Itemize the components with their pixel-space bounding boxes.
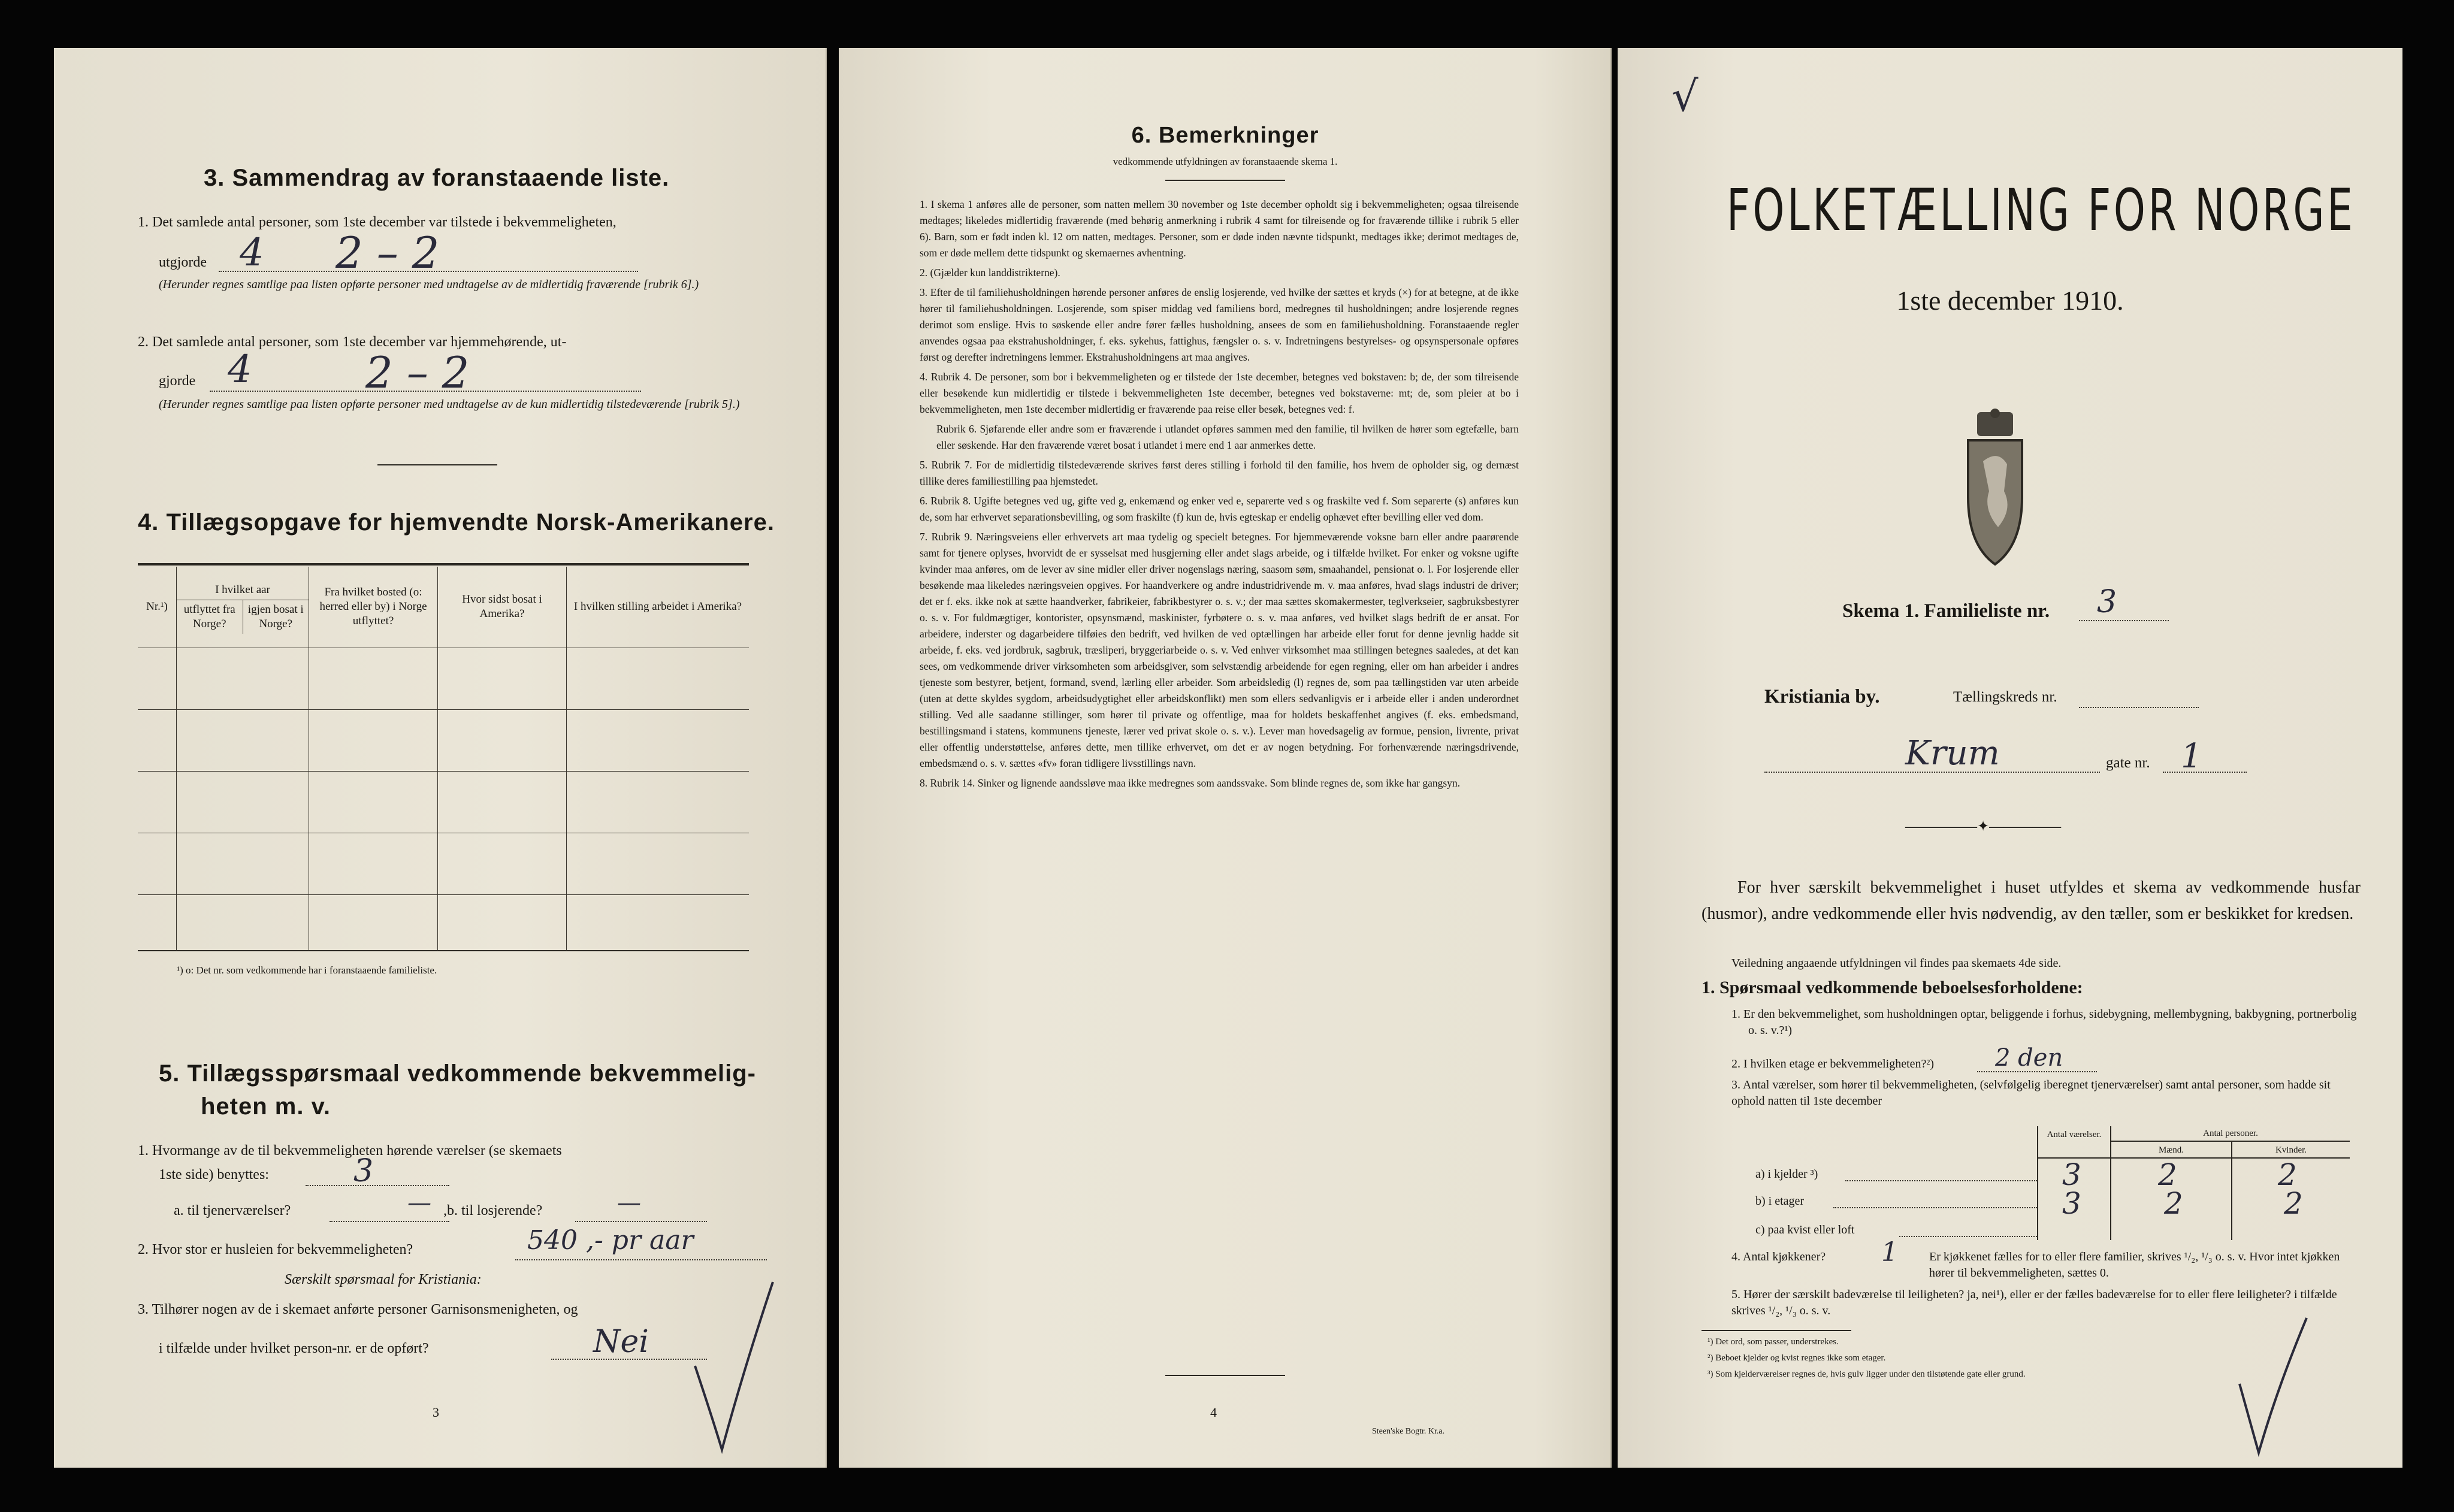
printer-mark: Steen'ske Bogtr. Kr.a. [1372,1427,1445,1436]
skema-handwritten: 3 [2097,584,2117,620]
remark-6: 6. Rubrik 8. Ugifte betegnes ved ug, gifte ved g, enkemænd og enker ved e, separerte ved s og fraskilte ved f. Som separerte (s) anføres kun de, som har erhvervet separationsbevilling, og som fraskilte (f) kun de, hvis egteskap er endelig ophævet efter bevilling eller ved dom. [920,495,1519,523]
header-last-place: Hvor sidst bosat i Amerika? [438,567,567,648]
s5-q1a: a. til tjenerværelser? [174,1203,291,1218]
skema-label: Skema 1. Familieliste nr. [1842,600,2050,622]
q1-label: utgjorde [159,255,207,270]
section-4-title: 4. Tillægsopgave for hjemvendte Norsk-Amerikanere. [138,509,775,536]
krets-label: Tællingskreds nr. [1953,689,2057,705]
remarks-subtitle: vedkommende utfyldningen av foranstaaende skema 1. [1113,156,1338,167]
hw-rooms-b: 3 [2062,1186,2081,1221]
s5-q3-handwritten: Nei [593,1324,649,1360]
q5-bath: 5. Hører der særskilt badeværelse til leiligheten? ja, nei¹), eller er der fælles badeværelse for to eller flere leiligheter? i tilfælde skrives ¹/₂, ¹/₃ o. s. v. [1731,1288,2337,1317]
form-title: FOLKETÆLLING FOR NORGE [1727,177,2356,244]
header-returned: igjen bosat i Norge? [247,603,304,630]
footnote-2: ²) Beboet kjelder og kvist regnes ikke som etager. [1707,1353,1886,1363]
s5-q1a-handwritten: — [407,1189,431,1217]
section-3-title: 3. Sammendrag av foranstaaende liste. [204,165,670,191]
gate-label: gate nr. [2106,755,2150,771]
norsk-amerikanere-table [138,567,749,950]
check-mark: √ [1672,72,1699,121]
form-date: 1ste december 1910. [1896,285,2124,316]
q1-note: (Herunder regnes samtlige paa listen opførte personer med undtagelse av de midlertidig fraværende [rubrik 6].) [159,278,699,291]
s5-q2-handwritten: 540 ,- pr aar [527,1225,694,1256]
street-handwritten: Krum [1905,734,2000,773]
ornament-divider: —————✦————— [1905,819,2062,834]
remark-7: 7. Rubrik 9. Næringsveiens eller erhvervets art maa tydelig og specielt betegnes. For hjemmeværende voksne barn eller andre paarørende samt for tjenere oplyses, hvorvidt de er sysselsat med husgjerning eller andet slags arbeide, og i tilfælde hvilket. For enker og voksne ugifte kvinder maa anføres, om de lever av sine midler eller driver nogenslags næring, saasom søm, smaahandel, pensionat o. l. For losjerende eller besøkende maa likeledes næringsveien opgives. For haandverkere og andre industridrivende m. v. maa anføres, hvad slags industri de driver; det er f. eks. ikke nok at sætte haandverker, fabrikeier, fabrikbestyrer o. s. v.; der maa sættes skomakermester, teglverkseier, sagbruksbestyrer o. s. v. For fuldmægtiger, kontorister, opsynsmænd, maskinister, fyrbøtere o. s. v. maa anføres, ved hvilket slags bedrift de er ansat. For arbeidere, inderster og dagarbeidere tilføies den bedrift, ved hvilken de ved optællingen har arbeide eller forut for denne jevnlig hadde sit arbeide, f. eks. ved jordbruk, sagbruk, træsliperi, bryggeriarbeide o. s. v. Ved enhver virksomhet maa stillingen betegnes saaledes, at det kan sees, om vedkommende driver virksomheten som arbeidsgiver, som selvstændig arbeidende for egen regning, eller om han arbeider i andres tjeneste som bestyrer, betjent, formand, svend, lærling eller arbeider. Som arbeidsledig (l) regnes de, som paa tællingstiden var uten arbeide (uten at dette skyldes sygdom, arbeidsudygtighet eller arbeidskonflikt) men som ellers sedvanligvis er i arbeide eller i anden underordnet stilling. Ved alle saadanne stillinger, som hører til private og offentlige, maa for holdets beskaffenhet angives (f. eks. embedsmand, bestillingsmand i statens, kommunens tjeneste, lærer ved privat skole o. s. v.). Lever man hovedsagelig av formue, pension, livrente, privat eller offentlig understøttelse, anføres dette, men tillike erhvervet, om det er av nogen betydning. For forhenværende næringsdrivende, embedsmænd o. s. v. sættes «fv» foran tidligere livsstillings navn. [920,531,1519,769]
q2-handwritten-split: 2 – 2 [365,347,470,398]
q2-label: gjorde [159,373,196,389]
header-position: I hvilken stilling arbeidet i Amerika? [567,567,750,648]
city-line: Kristiania by. [1764,686,1880,707]
s5-q3: 3. Tilhører nogen av de i skemaet anførte personer Garnisonsmenigheten, og [138,1302,578,1317]
header-men: Mænd. [2158,1145,2184,1155]
page-3 [54,48,827,1468]
remark-5: 5. Rubrik 7. For de midlertidig tilstedeværende skrives først deres stilling i forhold til den familie, hos hvem de opholder sig, og dernæst tillike deres familiestilling paa hjemstedet. [920,459,1519,487]
q2-text: 2. Det samlede antal personer, som 1ste december var hjemmehørende, ut- [138,334,567,350]
s5-q3b: i tilfælde under hvilket person-nr. er de opført? [159,1341,429,1356]
section-5-title-line1: 5. Tillægsspørsmaal vedkommende bekvemmelig- [159,1060,756,1087]
q4-handwritten: 1 [1881,1237,1898,1268]
hw-women-a: 2 [2278,1157,2297,1192]
header-nr: Nr.¹) [146,600,168,613]
row-a-label: a) i kjelder ³) [1755,1168,1818,1181]
q2-note: (Herunder regnes samtlige paa listen opførte personer med undtagelse av de kun midlertidig tilstedeværende [rubrik 5].) [159,398,740,411]
questions-heading: 1. Spørsmaal vedkommende beboelsesforholdene: [1702,978,2083,997]
row-c-label: c) paa kvist eller loft [1755,1223,1855,1236]
header-persons: Antal personer. [2203,1129,2258,1138]
hw-rooms-a: 3 [2062,1157,2081,1192]
section-5-title-line2: heten m. v. [201,1093,331,1120]
q1-handwritten-total: 4 [240,231,264,275]
header-from-place: Fra hvilket bosted (o: herred eller by) i Norge utflyttet? [309,567,438,648]
remark-4: 4. Rubrik 4. De personer, som bor i bekvemmeligheten og er tilstede der 1ste december, betegnes ved bokstaven: b; de, der som tilreisende eller besøkende kun midlertidig er tilstede i bekvemmeligheten 1ste december, betegnes ved bokstaverne: mt; de, som pleier at bo i bekvemmeligheten, men 1ste december midlertidig er fraværende paa reise eller besøk, betegnes ved: f. [920,371,1519,415]
rooms-persons-table [2037,1126,2350,1240]
header-rooms: Antal værelser. [2047,1130,2102,1139]
remarks-title: 6. Bemerkninger [1131,123,1319,148]
q2-handwritten: 2 den [1995,1044,2063,1072]
footnote-3: ³) Som kjelderværelser regnes de, hvis gulv ligger under den tilstøtende gate eller grund. [1707,1369,2026,1379]
hw-women-b: 2 [2284,1186,2303,1221]
gate-handwritten: 1 [2181,737,2202,776]
page-number-4: 4 [1210,1405,1217,1420]
q1-handwritten-split: 2 – 2 [336,228,440,278]
q4-rest: Er kjøkkenet fælles for to eller flere familier, skrives ¹/₂, ¹/₃ o. s. v. Hvor intet kjøkken hører til bekvemmeligheten, sættes 0. [1929,1250,2340,1280]
q4-kitchens: 4. Antal kjøkkener? [1731,1250,1826,1263]
q3-rooms: 3. Antal værelser, som hører til bekvemmeligheten, (selvfølgelig iberegnet tjenerværelser) samt antal personer, som hadde sit ophold natten til 1ste december [1731,1078,2331,1108]
row-b-label: b) i etager [1755,1195,1805,1208]
check-stroke-icon-2 [2235,1312,2313,1462]
remark-4-rubrik-6: Rubrik 6. Sjøfarende eller andre som er fraværende i utlandet opføres sammen med den familie, til hvilken de hører som egtefælle, barn eller søskende. Har den fraværende været bosat i utlandet i mere end 1 aar anmerkes dette. [936,423,1519,451]
q1-text: 1. Det samlede antal personer, som 1ste december var tilstede i bekvemmeligheten, [138,214,616,230]
q2-etage: 2. I hvilken etage er bekvemmeligheten?²) [1731,1057,1935,1071]
footnote-1: ¹) Det ord, som passer, understrekes. [1707,1337,1839,1347]
header-women: Kvinder. [2275,1145,2307,1155]
q2-handwritten-total: 4 [228,347,252,392]
s5-q1: 1. Hvormange av de til bekvemmeligheten hørende værelser (se skemaets [138,1143,562,1159]
remark-2: 2. (Gjælder kun landdistrikterne). [920,267,1060,279]
check-stroke-icon [689,1270,785,1462]
s5-q1c: ,b. til losjerende? [443,1203,543,1218]
remark-8: 8. Rubrik 14. Sinker og lignende aandssløve maa ikke medregnes som aandssvake. Som blinde regnes de, som ikke har gangsyn. [920,777,1461,789]
s5-special-heading: Særskilt spørsmaal for Kristiania: [285,1272,482,1287]
s5-q2: 2. Hvor stor er husleien for bekvemmeligheten? [138,1242,413,1257]
s5-q1b: 1ste side) benyttes: [159,1167,269,1183]
hw-men-a: 2 [2158,1157,2177,1192]
intro-text: For hver særskilt bekvemmelighet i huset utfyldes et skema av vedkommende husfar (husmor), andre vedkommende eller hvis nødvendig, av den tæller, som er beskikket for kredsen. [1702,878,2361,923]
intro-note: Veiledning angaaende utfyldningen vil findes paa skemaets 4de side. [1731,957,2062,970]
page-4 [839,48,1612,1468]
remark-1: 1. I skema 1 anføres alle de personer, som natten mellem 30 november og 1ste december opholdt sig i bekvemmeligheten; ogsaa tilreisende medtages; likeledes midlertidig fraværende (med behørig anmerkning i rubrik 4 samt for tilreisende og for fraværende tillike i rubrik 5 eller 6). Barn, som er født inden kl. 12 om natten, medtages. Personer, som er døde inden nævnte tidspunkt, medtages ikke; derimot medtages de, som er døde mellem dette tidspunkt og skemaernes avhentning. [920,198,1519,259]
page-1 [1618,48,2402,1468]
header-year-group: I hvilket aar utflyttet fra Norge? igjen bosat i Norge? [177,567,309,648]
norway-coat-of-arms-icon [1956,407,2034,569]
q1-forhus: 1. Er den bekvemmelighet, som husholdningen optar, beliggende i forhus, sidebygning, mellembygning, bakbygning, portnerbolig o. s. v.?¹) [1731,1008,2357,1037]
header-emigrated: utflyttet fra Norge? [177,600,243,634]
s5-q1c-handwritten: — [617,1189,641,1217]
s5-q1-handwritten: 3 [353,1153,374,1189]
remarks-list [920,196,1519,795]
table-footnote: ¹) o: Det nr. som vedkommende har i foranstaaende familieliste. [177,964,437,976]
remark-3: 3. Efter de til familiehusholdningen hørende personer anføres de enslig losjerende, ved hvilke der sættes et kryds (×) for at betegne, at de ikke hører til familiehusholdningen. Losjerende, som spiser middag ved familiens bord, medregnes til husholdningen; andre losjerende regnes derimot som enslige. Hvis to søskende eller andre fører fælles husholdning, ansees de som en familiehusholdning. Foranstaaende regler anvendes ogsaa paa ekstrahusholdninger, f. eks. sykehus, fattighus, fængsler o. s. v. Indretningens bestyrelses- og opsynspersonale opføres først og derefter indretningens lemmer. Ekstrahusholdningens art maa angives. [920,286,1519,363]
page-number-3: 3 [433,1405,439,1420]
hw-men-b: 2 [2164,1186,2183,1221]
